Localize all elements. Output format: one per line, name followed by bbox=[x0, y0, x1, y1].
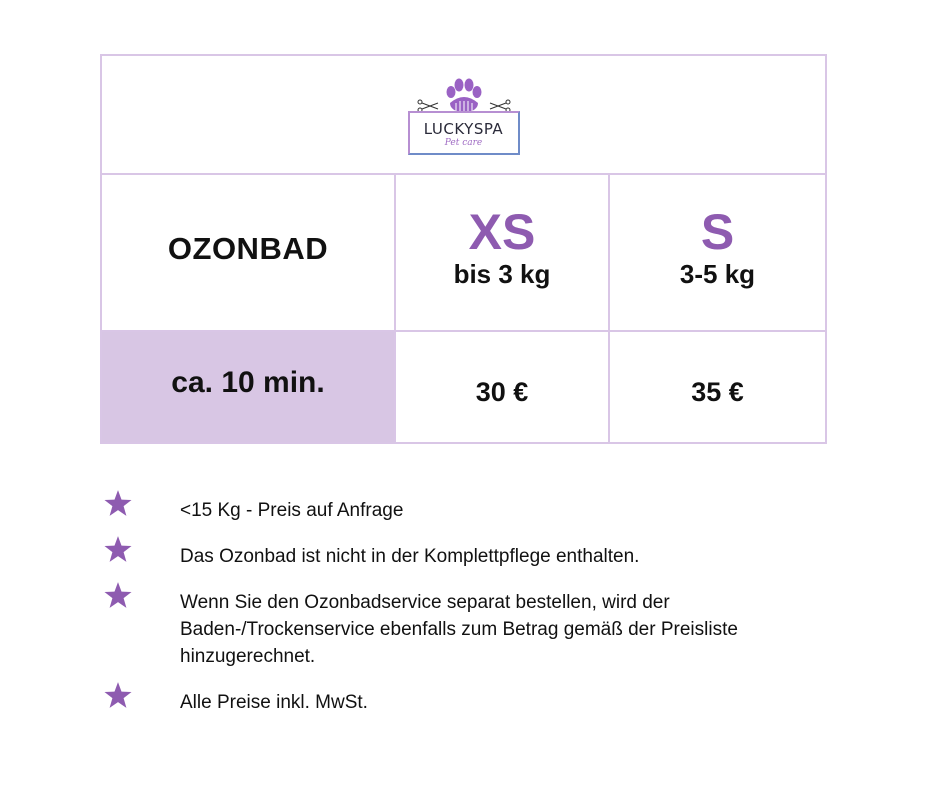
service-cell bbox=[102, 175, 396, 332]
logo-name: LUCKYSPA bbox=[423, 119, 504, 138]
logo-header bbox=[102, 56, 825, 175]
note-text: Alle Preise inkl. MwSt. bbox=[180, 692, 368, 713]
size-s-header bbox=[610, 175, 825, 332]
size-weight: bis 3 kg bbox=[453, 258, 551, 289]
star-icon bbox=[104, 682, 132, 709]
star-icon bbox=[104, 536, 132, 563]
lucky-spa-logo bbox=[404, 77, 524, 155]
logo-tagline: Pet care bbox=[444, 137, 483, 148]
logo-frame bbox=[408, 111, 520, 155]
price-xs-cell bbox=[396, 332, 610, 442]
size-code: S bbox=[700, 203, 735, 260]
note-text: <15 Kg - Preis auf Anfrage bbox=[180, 500, 404, 521]
price-table bbox=[100, 54, 827, 444]
note-text: Das Ozonbad ist nicht in der Komplettpflege enthalten. bbox=[180, 546, 640, 567]
size-xs-header bbox=[396, 175, 610, 332]
price-s-cell bbox=[610, 332, 825, 442]
price-s: 35 € bbox=[691, 376, 744, 407]
size-weight: 3-5 kg bbox=[679, 258, 756, 289]
note-text: Wenn Sie den Ozonbadservice separat bestellen, wird der Baden-/Trockenservice ebenfalls zum Betrag gemäß der Preisliste hinzugerechnet. bbox=[180, 592, 738, 667]
star-icon bbox=[104, 582, 132, 609]
price-xs: 30 € bbox=[475, 376, 529, 407]
size-code: XS bbox=[468, 203, 536, 260]
duration: ca. 10 min. bbox=[171, 366, 325, 399]
service-name: OZONBAD bbox=[167, 230, 329, 266]
duration-cell bbox=[102, 332, 396, 442]
star-icon bbox=[104, 490, 132, 517]
